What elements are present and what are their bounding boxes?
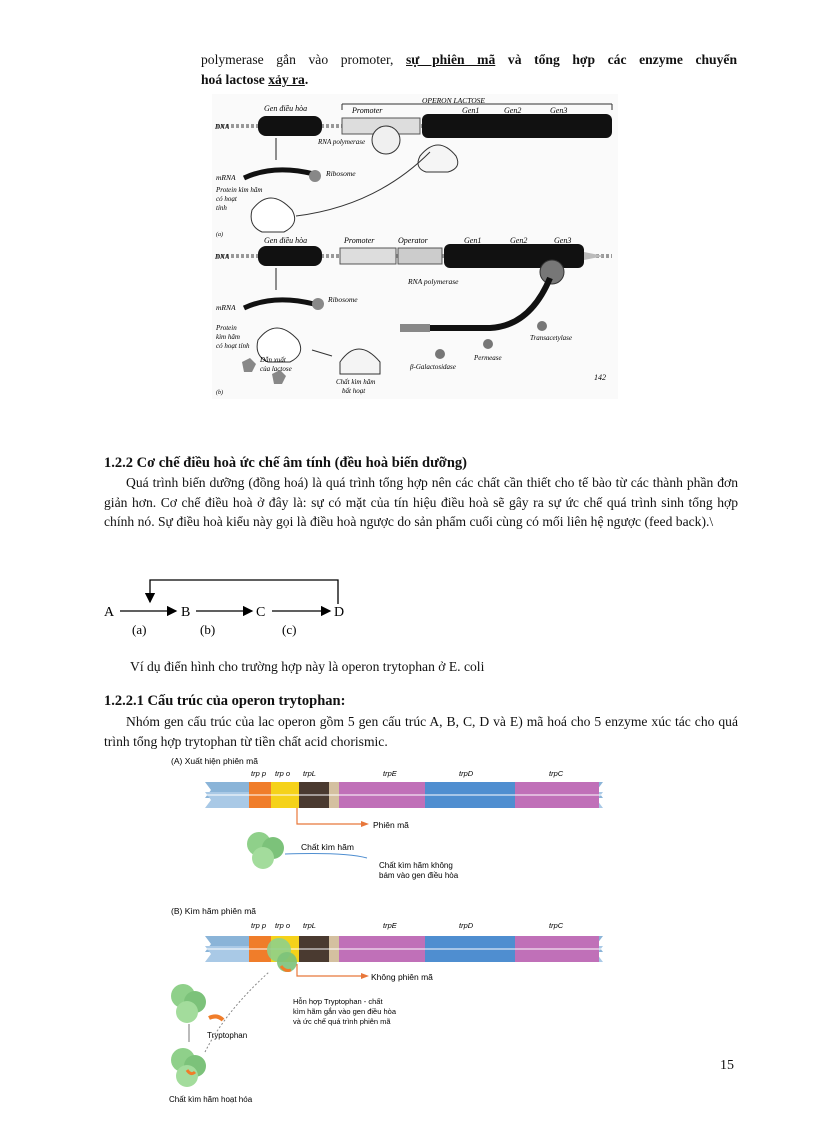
top-line1-pre: polymerase gắn vào promoter, xyxy=(201,52,394,67)
complex-label-3: và ức chế quá trình phiên mã xyxy=(293,1017,391,1026)
tryptophan-label: Tryptophan xyxy=(207,1031,248,1040)
section-1221-paragraph: Nhóm gen cấu trúc của lac operon gồm 5 gen cấu trúc A, B, C, D và E) mã hoá cho 5 enzyme xúc tác cho quá trình tổng hợp trytophan từ tiền chất acid chorismic. xyxy=(104,714,738,749)
repressor-label-b-1: Protein xyxy=(216,324,237,332)
ribosome-label-b: Ribosome xyxy=(328,295,358,304)
inducer-hex-1 xyxy=(242,358,256,372)
gen1-label-b: Gen1 xyxy=(464,236,482,245)
trp-operon-svg xyxy=(165,752,615,1108)
gen3-label-a: Gen3 xyxy=(550,106,568,115)
promoter-label-b: Promoter xyxy=(344,236,375,245)
inducer-label-2: của lactose xyxy=(260,365,292,373)
operator-label-b: Operator xyxy=(398,236,428,245)
top-line2-post: . xyxy=(304,71,309,87)
promoter-label-a: Promoter xyxy=(352,106,383,115)
arrow-to-inactive xyxy=(312,350,332,356)
ribosome-a xyxy=(309,170,321,182)
enzyme1-label: β-Galactosidase xyxy=(410,363,456,371)
section-122-heading: 1.2.2 Cơ chế điều hoà ức chế âm tính (đều hoà biến dưỡng) xyxy=(104,455,467,471)
top-line1-post: và tổng hợp các enzyme chuyển xyxy=(507,52,738,67)
tag-b: (b) xyxy=(216,390,223,396)
occurs-link[interactable]: xảy ra xyxy=(268,71,305,87)
no-bind-label-1: Chất kìm hãm không xyxy=(379,861,453,870)
no-transcription-label: Không phiên mã xyxy=(371,972,433,982)
page-number: 15 xyxy=(720,1058,734,1073)
rna-polymerase-a xyxy=(372,126,400,154)
repressor-label: Chất kìm hãm xyxy=(301,842,354,852)
repressor-blob-b xyxy=(171,984,206,1023)
ribosome-label-a: Ribosome xyxy=(326,169,356,178)
blocked-arrow-b xyxy=(297,964,361,976)
repressor-shape-a2 xyxy=(251,198,295,232)
mrna-start-b xyxy=(400,324,430,332)
tag-a: (a) xyxy=(216,232,223,238)
operon-lactose-label: OPERON LACTOSE xyxy=(422,96,485,105)
gen2-label-b: Gen2 xyxy=(510,236,528,245)
regulator-gene-a xyxy=(258,116,322,136)
regulator-gene-label-a: Gen điều hòa xyxy=(264,104,308,113)
curve-arrow-a xyxy=(296,152,430,216)
trp-panel-a-title: (A) Xuất hiện phiên mã xyxy=(171,756,258,766)
top-line2-pre: hoá lactose xyxy=(201,71,265,87)
node-d: D xyxy=(334,605,345,620)
rna-pol-label-b: RNA polymerase xyxy=(408,277,459,286)
step-a: (a) xyxy=(132,622,147,637)
gene-label-trpc-b: trpC xyxy=(549,921,564,930)
transcription-arrow-a xyxy=(297,808,361,824)
regulator-gene-label-b: Gen điều hòa xyxy=(264,236,308,245)
inactive-repressor xyxy=(340,349,380,374)
enzyme-dot-2 xyxy=(483,339,493,349)
mrna-strand-b xyxy=(244,300,314,308)
repressor-blob-a xyxy=(247,832,284,869)
rna-pol-label-a: RNA polymerase xyxy=(318,138,366,146)
feedback-pathway xyxy=(96,576,366,640)
mrna-label-a: mRNA xyxy=(216,173,236,182)
top-paragraph xyxy=(201,50,737,89)
example-text: Ví dụ điển hình cho trường hợp này là operon trytophan ở E. coli xyxy=(130,659,485,674)
gene-label-trpl-a: trpL xyxy=(303,769,316,778)
transcription-link[interactable]: sự phiên mã xyxy=(406,52,496,67)
gene-label-trpl-b: trpL xyxy=(303,921,316,930)
top-line-2 xyxy=(201,70,737,90)
repressor-label-a-3: tính xyxy=(216,204,227,212)
section-1221-heading: 1.2.2.1 Cấu trúc của operon trytophan: xyxy=(104,693,346,709)
gene-label-trpe-a: trpE xyxy=(383,769,397,778)
repressor-label-b-2: kìm hãm xyxy=(216,333,240,341)
gen2-label-a: Gen2 xyxy=(504,106,522,115)
node-b: B xyxy=(181,605,191,620)
inducer-label-1: Dẫn xuất xyxy=(260,356,286,364)
gene-label-trpo-b: trp o xyxy=(275,921,291,930)
dna-label-a: DNA xyxy=(215,123,229,131)
activated-repressor-label: Chất kìm hãm hoạt hóa xyxy=(169,1095,253,1104)
transcription-label: Phiên mã xyxy=(373,820,409,830)
repressor-label-a-2: có hoạt xyxy=(216,195,237,203)
pathway-svg xyxy=(96,576,366,640)
gene-label-trpe-b: trpE xyxy=(383,921,397,930)
repressor-label-b-3: có hoạt tính xyxy=(216,342,250,350)
no-bind-arrow xyxy=(285,854,367,859)
mrna-label-b: mRNA xyxy=(216,303,236,312)
gene-label-trpc-a: trpC xyxy=(549,769,564,778)
enzyme2-label: Permease xyxy=(474,354,502,362)
feedback-arrow xyxy=(150,580,338,604)
top-line-1 xyxy=(201,50,737,70)
dna-label-b: DNA xyxy=(215,253,229,261)
node-a: A xyxy=(104,605,115,620)
step-b: (b) xyxy=(200,622,216,637)
step-c: (c) xyxy=(282,622,297,637)
mrna-strand-a xyxy=(244,170,314,178)
trp-operon-figure xyxy=(165,752,615,1108)
ribosome-b xyxy=(312,298,324,310)
gene-label-trpd-a: trpD xyxy=(459,769,474,778)
operator-region-b xyxy=(398,248,442,264)
transcription-arrow-b xyxy=(584,252,604,260)
gene-label-trpp-a: trp p xyxy=(251,769,267,778)
enzyme-dot-1 xyxy=(435,349,445,359)
gen1-label-a: Gen1 xyxy=(462,106,480,115)
panel-b xyxy=(214,236,612,396)
node-c: C xyxy=(256,605,266,620)
regulator-gene-b xyxy=(258,246,322,266)
enzyme-dot-3 xyxy=(537,321,547,331)
panel-a xyxy=(214,96,612,238)
gene-label-trpo-a: trp o xyxy=(275,769,291,778)
lac-operon-svg xyxy=(212,94,618,399)
inactive-label-1: Chất kìm hãm xyxy=(336,378,376,386)
trp-panel-b-title: (B) Kìm hãm phiên mã xyxy=(171,906,257,916)
trp-dna-a xyxy=(205,782,603,808)
enzyme3-label: Transacetylase xyxy=(530,334,572,342)
activation-curve xyxy=(205,972,269,1052)
gen3-label-b: Gen3 xyxy=(554,236,572,245)
structural-genes-b xyxy=(444,244,584,268)
activated-repressor xyxy=(171,1048,206,1087)
repressor-label-a-1: Protein kìm hãm xyxy=(216,186,263,194)
lac-operon-figure xyxy=(212,94,618,399)
tryptophan-shape xyxy=(209,1016,223,1020)
trp-dna-b xyxy=(205,936,603,962)
gene-label-trpd-b: trpD xyxy=(459,921,474,930)
gene-label-trpp-b: trp p xyxy=(251,921,267,930)
structural-genes-a xyxy=(422,114,612,138)
figure-number-142: 142 xyxy=(594,373,606,382)
blocked-arrowhead-b xyxy=(361,973,369,979)
transcription-arrowhead-a xyxy=(361,821,369,827)
section-122-paragraph: Quá trình biến dưỡng (đồng hoá) là quá trình tổng hợp nên các chất cần thiết cho tế bào từ các thành phần đơn giản hơn. Cơ chế điều hoà ở đây là: sự có mặt của tín hiệu điều hoà sẽ gây ra sự ức chế quá trình sinh tổng hợp chính nó. Sự điều hoà kiểu này gọi là điều hoà ngược do sản phẩm cuối cùng có mối liên hệ ngược (feed back).\ xyxy=(104,475,738,529)
no-bind-label-2: bám vào gen điều hòa xyxy=(379,871,459,880)
promoter-region-b xyxy=(340,248,396,264)
inactive-label-2: bất hoạt xyxy=(342,387,366,395)
complex-label-2: kìm hãm gắn vào gen điều hòa xyxy=(293,1007,396,1016)
complex-label-1: Hỗn hợp Tryptophan - chất xyxy=(293,997,383,1006)
